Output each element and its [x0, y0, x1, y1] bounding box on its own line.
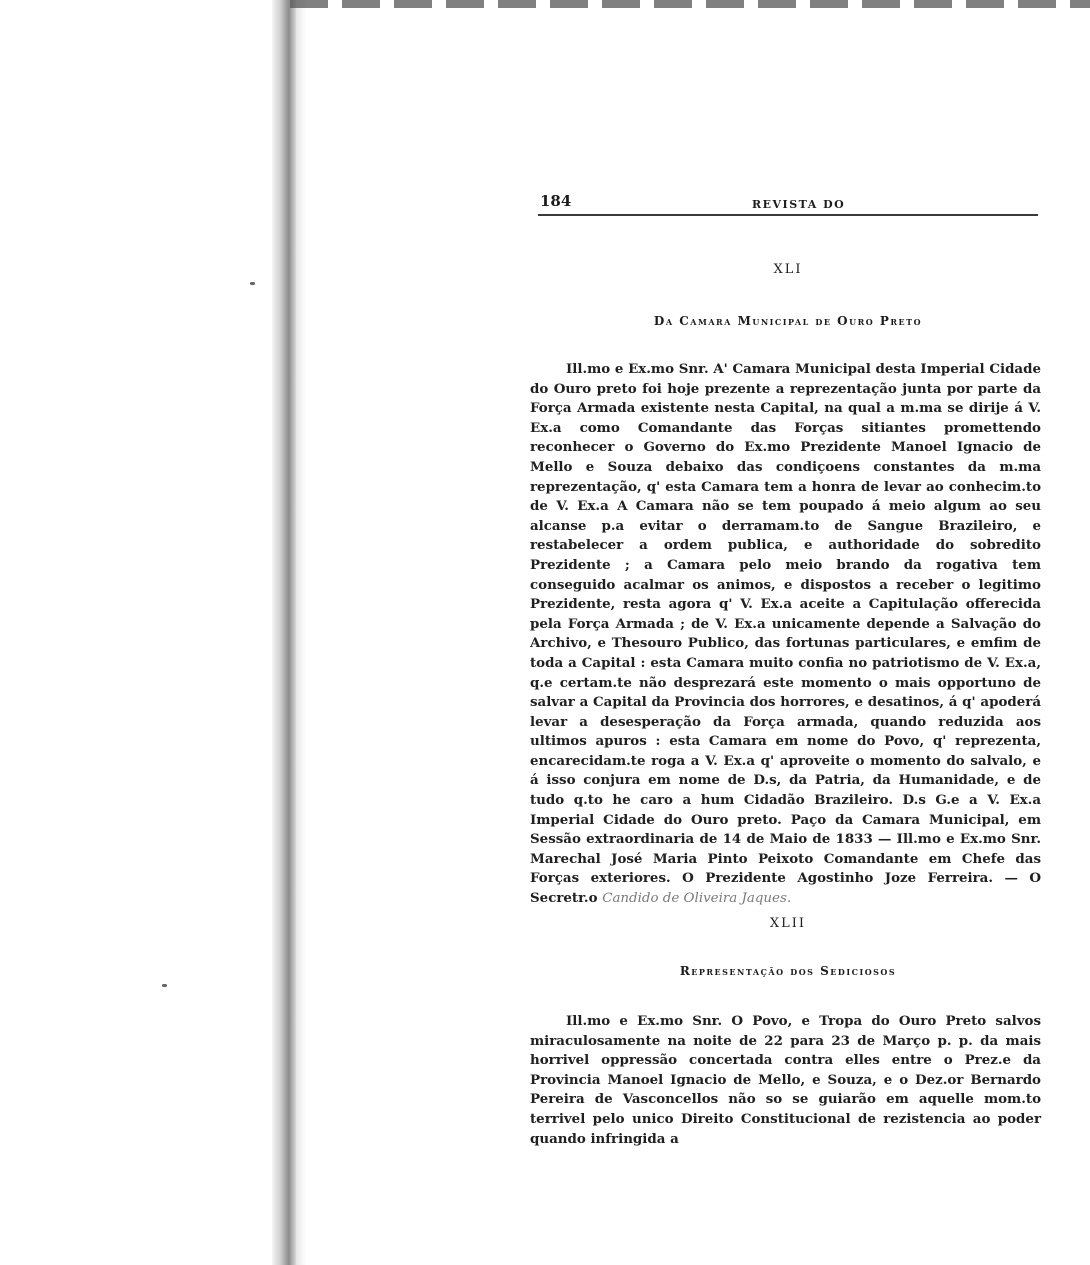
section-text: Ill.mo e Ex.mo Snr. O Povo, e Tropa do Ouro Preto salvos miraculosamente na noite de 22 para 23 de Março p. p. da mais horrivel oppressão concertada contra elles entre o Prez.e da Provincia Manoel Ignacio de Mello, e Souza, e o Dez.or Bernardo Pereira de Vasconcellos não so se guiarão em aquelle mom.to terrivel pelo unico Direito Constitucional de rezistencia ao poder quando infringida a	[530, 1013, 1041, 1147]
signature: Candido de Oliveira Jaques.	[602, 891, 792, 907]
page-number: 184	[540, 192, 572, 210]
book-gutter	[272, 0, 296, 1265]
section-number: XLII	[769, 916, 807, 931]
section-text: Ill.mo e Ex.mo Snr. A' Camara Municipal desta Imperial Cidade do Ouro preto foi hoje prezente a reprezentação junta por parte da Força Armada existente nesta Capital, na qual a m.ma se dirije á V. Ex.a como Comandante das Forças sitiantes promettendo reconhecer o Governo do Ex.mo Prezidente Manoel Ignacio de Mello e Souza debaixo das condiçoens constantes da m.ma reprezentação, q' esta Camara tem a honra de levar ao conhecim.to de V. Ex.a A Camara não se tem poupado á meio algum ao seu alcanse p.a evitar o derramam.to de Sangue Brazileiro, e restabelecer a ordem publica, e authoridade do sobredito Prezidente ; a Camara pelo meio brando da rogativa tem conseguido acalmar os animos, e dispostos a receber o legitimo Prezidente, resta agora q' V. Ex.a aceite a Capitulação offerecida pela Força Armada ; de V. Ex.a unicamente depende a Salvação do Archivo, e Thesouro Publico, das fortunas particulares, e emfim de toda a Capital : esta Camara muito confia no patriotismo de V. Ex.a, q.e certam.te não desprezará este momento o mais opportuno de salvar a Capital da Provincia dos horrores, e desatinos, á q' apoderá levar a desesperação da Força armada, quando reduzida aos ultimos apuros : esta Camara em nome do Povo, q' reprezenta, encarecidam.te roga a V. Ex.a q' aproveite o momento do salvalo, e á isso conjura em nome de D.s, da Patria, da Humanidade, e de tudo q.to he caro a hum Cidadão Brazileiro. D.s G.e a V. Ex.a Imperial Cidade do Ouro preto. Paço da Camara Municipal, em Sessão extraordinaria de 14 de Maio de 1833 — Ill.mo e Ex.mo Snr. Marechal José Maria Pinto Peixoto Comandante em Chefe das Forças exteriores. O Prezidente Agostinho Joze Ferreira. — O Secretr.o	[530, 361, 1041, 907]
scan-speck	[250, 282, 255, 285]
header-rule	[538, 214, 1038, 216]
section-title: Representação dos Sediciosos	[679, 964, 897, 978]
section-body	[530, 1012, 1041, 1149]
section-title: Da Camara Municipal de Ouro Preto	[653, 314, 923, 328]
page-top-edge	[290, 0, 1090, 8]
running-head: REVISTA DO	[752, 198, 846, 211]
scan-speck	[162, 984, 167, 987]
section-number: XLI	[773, 262, 803, 277]
gutter-shadow	[296, 0, 306, 1265]
section-body	[530, 360, 1041, 909]
